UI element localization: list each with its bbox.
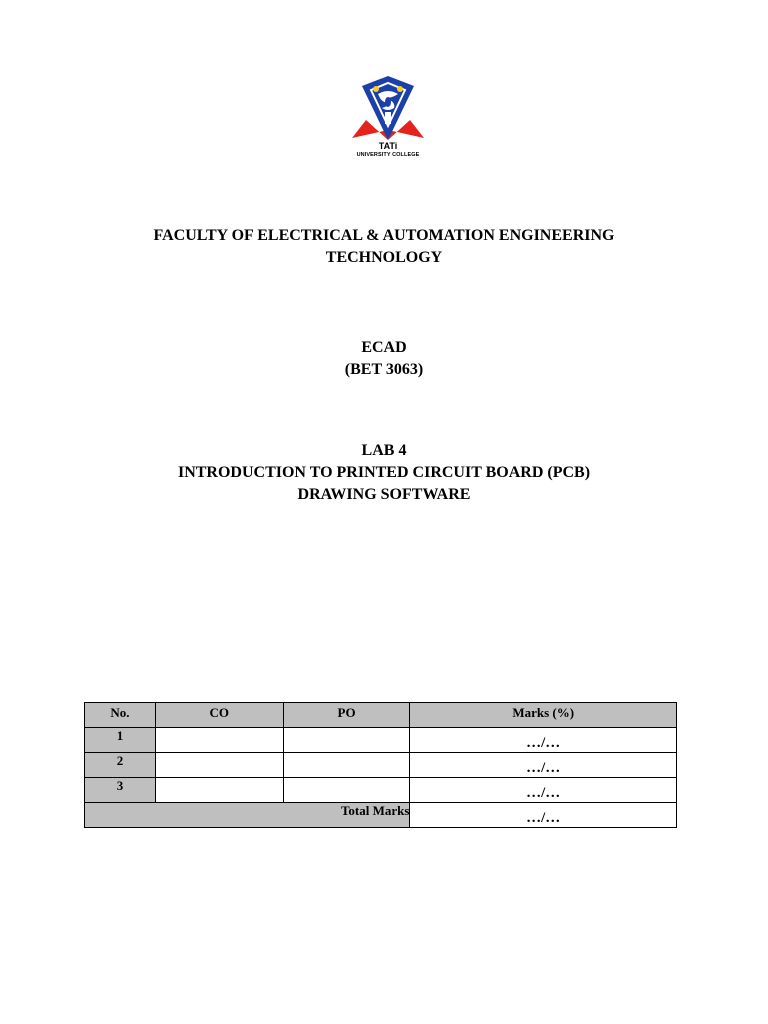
lab-title-line-2: DRAWING SOFTWARE (297, 486, 471, 503)
course-heading (0, 337, 768, 381)
lab-number: LAB 4 (361, 442, 407, 459)
logo-brand-text: TATi (378, 141, 398, 151)
marks-table-header-row (85, 703, 677, 728)
row-co-cell (155, 728, 283, 753)
total-marks-value: …/… (410, 803, 677, 828)
header-co: CO (155, 703, 283, 728)
row-po-cell (283, 753, 410, 778)
row-po-cell (283, 778, 410, 803)
header-po: PO (283, 703, 410, 728)
faculty-line-2: TECHNOLOGY (325, 249, 443, 266)
row-co-cell (155, 778, 283, 803)
faculty-heading (0, 225, 768, 269)
course-name: ECAD (361, 339, 407, 356)
row-marks-cell: …/… (410, 728, 677, 753)
marks-table (84, 702, 677, 828)
header-marks: Marks (%) (410, 703, 677, 728)
row-no: 1 (85, 728, 156, 753)
tati-logo (352, 76, 424, 160)
lab-title-line-1: INTRODUCTION TO PRINTED CIRCUIT BOARD (PCB) (177, 464, 591, 481)
tati-emblem-icon (352, 76, 424, 142)
row-no: 3 (85, 778, 156, 803)
row-marks-cell: …/… (410, 778, 677, 803)
row-po-cell (283, 728, 410, 753)
total-row (85, 803, 677, 828)
logo-subtitle-text: UNIVERSITY COLLEGE (356, 152, 420, 158)
total-marks-label: Total Marks (85, 803, 410, 828)
table-row (85, 728, 677, 753)
row-no: 2 (85, 753, 156, 778)
row-co-cell (155, 753, 283, 778)
header-no: No. (85, 703, 156, 728)
table-row (85, 778, 677, 803)
table-row (85, 753, 677, 778)
row-marks-cell: …/… (410, 753, 677, 778)
faculty-line-1: FACULTY OF ELECTRICAL & AUTOMATION ENGINEERING (153, 227, 615, 244)
lab-heading (0, 440, 768, 506)
course-code: (BET 3063) (344, 361, 424, 378)
